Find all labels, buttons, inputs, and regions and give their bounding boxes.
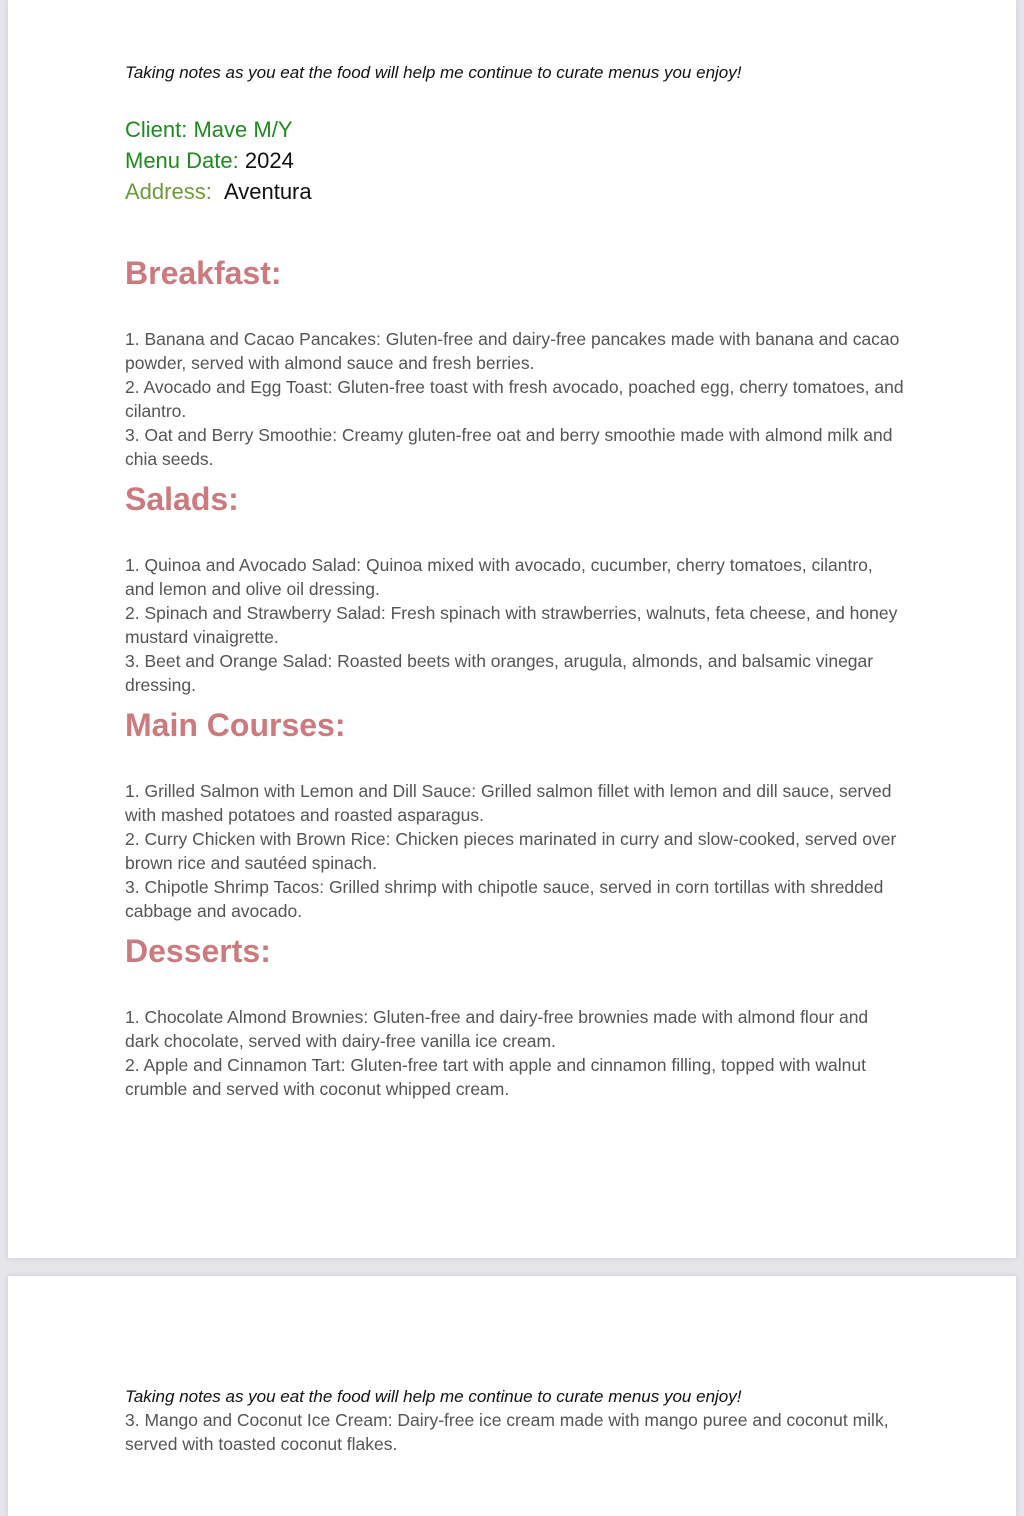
section-title-desserts: Desserts: (125, 933, 271, 969)
menu-item: 2. Curry Chicken with Brown Rice: Chicken pieces marinated in curry and slow-cooked, served over brown rice and sautéed spinach. (125, 829, 897, 873)
menu-item: 2. Apple and Cinnamon Tart: Gluten-free tart with apple and cinnamon filling, topped with walnut crumble and served with coconut whipped cream. (125, 1055, 866, 1099)
section-title-salads: Salads: (125, 481, 239, 517)
section-title-main-courses: Main Courses: (125, 707, 346, 743)
section-desserts (125, 931, 905, 1101)
section-main-courses (125, 705, 905, 923)
document-page-1 (8, 0, 1016, 1258)
menu-item: 3. Mango and Coconut Ice Cream: Dairy-free ice cream made with mango puree and coconut milk, served with toasted coconut flakes. (125, 1410, 889, 1454)
menu-item: 2. Avocado and Egg Toast: Gluten-free toast with fresh avocado, poached egg, cherry tomatoes, and cilantro. (125, 377, 904, 421)
menu-item: 3. Chipotle Shrimp Tacos: Grilled shrimp with chipotle sauce, served in corn tortillas with shredded cabbage and avocado. (125, 877, 884, 921)
client-info (125, 114, 905, 207)
menu-item: 3. Oat and Berry Smoothie: Creamy gluten-free oat and berry smoothie made with almond milk and chia seeds. (125, 425, 893, 469)
menu-date-line (125, 145, 905, 176)
page-1-content (125, 62, 905, 1101)
page-2-content (125, 1386, 905, 1456)
salads-items (125, 553, 905, 697)
main-courses-items (125, 779, 905, 923)
breakfast-items (125, 327, 905, 471)
section-title-breakfast: Breakfast: (125, 255, 282, 291)
address-line (125, 176, 905, 207)
menu-item: 1. Chocolate Almond Brownies: Gluten-free and dairy-free brownies made with almond flour and dark chocolate, served with dairy-free vanilla ice cream. (125, 1007, 869, 1051)
menu-item: 3. Beet and Orange Salad: Roasted beets with oranges, arugula, almonds, and balsamic vinegar dressing. (125, 651, 874, 695)
notes-reminder-page-2: Taking notes as you eat the food will help me continue to curate menus you enjoy! (125, 1387, 742, 1406)
menu-date-label: Menu Date: (125, 148, 239, 173)
section-salads (125, 479, 905, 697)
client-value: Mave M/Y (193, 117, 293, 142)
client-line (125, 114, 905, 145)
document-page-2 (8, 1276, 1016, 1516)
menu-item: 1. Grilled Salmon with Lemon and Dill Sauce: Grilled salmon fillet with lemon and dill sauce, served with mashed potatoes and roasted asparagus. (125, 781, 892, 825)
desserts-items (125, 1005, 905, 1101)
menu-date-value: 2024 (244, 148, 294, 173)
address-label: Address: (125, 179, 212, 204)
menu-item: 1. Quinoa and Avocado Salad: Quinoa mixed with avocado, cucumber, cherry tomatoes, cilantro, and lemon and olive oil dressing. (125, 555, 873, 599)
notes-reminder: Taking notes as you eat the food will help me continue to curate menus you enjoy! (125, 63, 742, 82)
address-value: Aventura (223, 179, 312, 204)
section-breakfast (125, 253, 905, 471)
client-label: Client: (125, 117, 188, 142)
menu-item: 1. Banana and Cacao Pancakes: Gluten-free and dairy-free pancakes made with banana and cacao powder, served with almond sauce and fresh berries. (125, 329, 900, 373)
menu-item: 2. Spinach and Strawberry Salad: Fresh spinach with strawberries, walnuts, feta cheese, and honey mustard vinaigrette. (125, 603, 898, 647)
